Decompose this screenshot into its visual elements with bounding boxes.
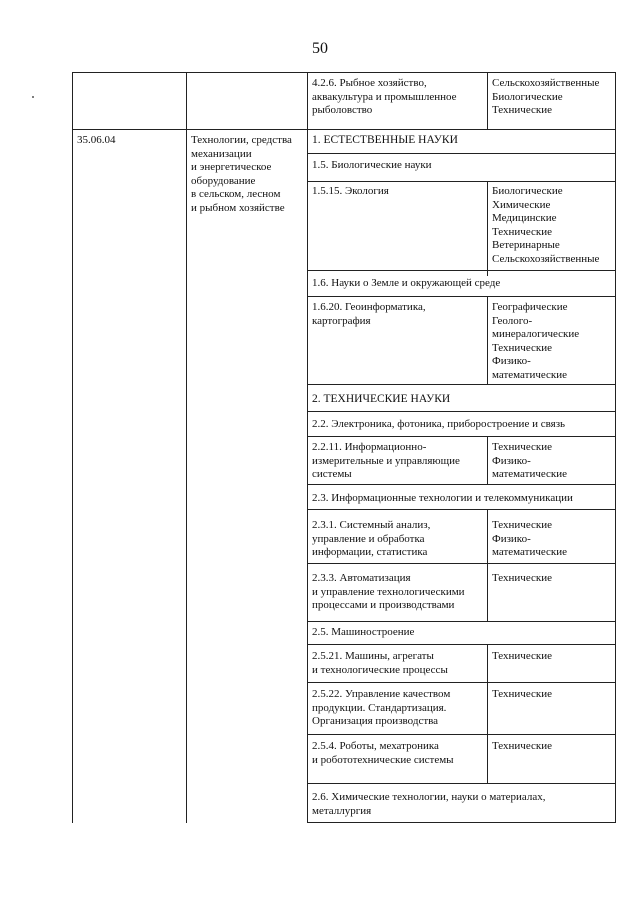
page-number: 50 [312,40,328,57]
fields-cell: Технические [492,688,552,700]
row-divider [307,563,616,564]
row-divider [307,484,616,485]
row-divider [307,384,616,385]
fields-cell: Технические [492,740,552,752]
table-border-left [72,72,73,129]
specialty-cell: 2.5.4. Роботы, мехатроника и робототехнические системы [312,740,454,766]
fields-cell: Технические Физико- математические [492,519,568,558]
fields-cell: Сельскохозяйственные Биологические Технические [492,77,600,116]
row-divider [307,734,616,735]
program-name: Технологии, средства механизации и энергетическое оборудование в сельском, лесном и рыбном хозяйстве [191,134,292,214]
specialties-table [72,72,616,823]
row-divider [307,644,616,645]
fields-cell: Географические Геолого- минералогические Технические Физико- математические [492,301,580,381]
specialty-cell: 2.2.11. Информационно- измерительные и управляющие системы [312,441,460,480]
table-border-top [72,72,616,73]
row-divider [307,411,616,412]
specialty-cell: 2.5.21. Машины, агрегаты и технологические процессы [312,650,448,676]
row-divider [307,153,616,154]
row-divider [307,509,616,510]
section-heading: 1. ЕСТЕСТВЕННЫЕ НАУКИ [312,134,458,146]
fields-cell: Технические [492,650,552,662]
specialty-cell: 2.5.22. Управление качеством продукции. Стандартизация. Организация производства [312,688,451,727]
fields-cell: Технические Физико- математические [492,441,568,480]
row-divider [307,296,616,297]
specialty-cell: 2.3.3. Автоматизация и управление технологическими процессами и производствами [312,572,465,611]
subsection-heading: 2.6. Химические технологии, науки о материалах, металлургия [312,791,546,817]
specialty-cell: 1.5.15. Экология [312,185,389,197]
subsection-heading: 2.3. Информационные технологии и телекоммуникации [312,492,573,504]
table-border-bottom [307,822,616,823]
section-heading: 2. ТЕХНИЧЕСКИЕ НАУКИ [312,393,451,405]
program-code: 35.06.04 [77,134,116,146]
specialty-cell: 1.6.20. Геоинформатика, картография [312,301,426,327]
scan-speck [32,96,34,98]
specialty-cell: 2.3.1. Системный анализ, управление и обработка информации, статистика [312,519,431,558]
column-divider [487,644,488,783]
row-divider [307,783,616,784]
table-border-left [72,129,73,823]
row-divider [307,682,616,683]
fields-cell: Технические [492,572,552,584]
row-divider [307,270,616,271]
subsection-heading: 2.2. Электроника, фотоника, приборостроение и связь [312,418,566,430]
column-divider [186,129,187,823]
row-divider [307,436,616,437]
specialty-cell: 4.2.6. Рыбное хозяйство, аквакультура и промышленное рыболовство [312,77,457,116]
subsection-heading: 1.5. Биологические науки [312,159,432,171]
subsection-heading: 1.6. Науки о Земле и окружающей среде [312,277,501,289]
row-divider [307,621,616,622]
fields-cell: Биологические Химические Медицинские Технические Ветеринарные Сельскохозяйственные [492,185,600,265]
subsection-heading: 2.5. Машиностроение [312,626,415,638]
column-divider [186,72,187,129]
